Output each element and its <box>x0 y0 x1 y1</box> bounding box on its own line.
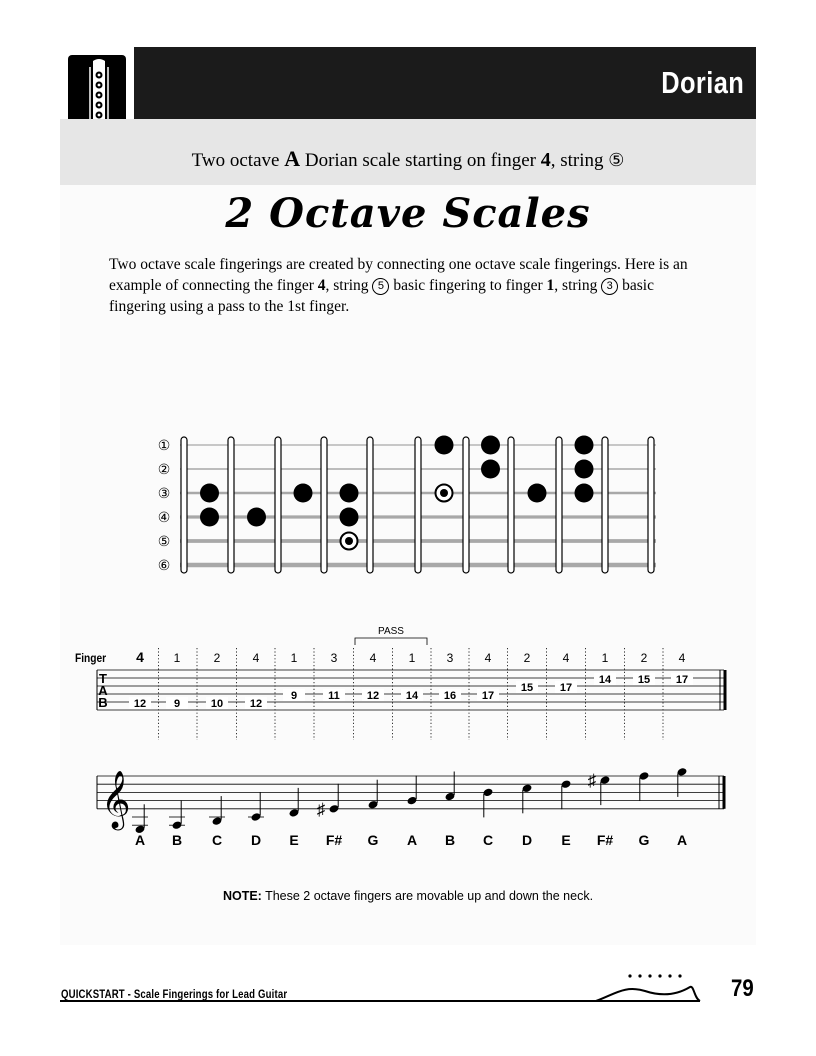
note-name: A <box>406 832 418 848</box>
fret-number: 17 <box>481 690 495 702</box>
note-name: D <box>250 832 262 848</box>
finger-number: 3 <box>446 651 454 665</box>
finger-number: 1 <box>601 651 609 665</box>
string-3-symbol: 3 <box>601 278 618 295</box>
string-symbol: ⑤ <box>608 150 625 171</box>
finger-number: 1 <box>408 651 416 665</box>
string-label: ② <box>157 461 171 477</box>
finger-number: 2 <box>640 651 648 665</box>
finger-number: 4 <box>136 649 144 665</box>
finger-number: 4 <box>678 651 686 665</box>
note-name: G <box>367 832 379 848</box>
string-label: ① <box>157 437 171 453</box>
intro-paragraph: Two octave scale fingerings are created by connecting one octave scale fingerings. Here is an example of connecting the finger 4, string 5 basic fingering to finger 1, string 3 basic fingering using a pass to the 1st finger. <box>109 256 688 315</box>
note-name: C <box>482 832 494 848</box>
note-name: A <box>676 832 688 848</box>
footer-title: QUICKSTART - Scale Fingerings for Lead Guitar <box>61 987 288 1001</box>
finger-number: 1 <box>290 651 298 665</box>
fret-number: 17 <box>559 682 573 694</box>
fret-number: 15 <box>637 674 651 686</box>
fret-number: 11 <box>328 690 340 702</box>
note-name: D <box>521 832 533 848</box>
fret-number: 9 <box>173 698 181 710</box>
section-heading: 2 Octave Scales <box>225 190 591 237</box>
finger-row-label: Finger <box>75 652 107 666</box>
dots-icon <box>628 974 681 977</box>
finger-number: 4 <box>369 651 377 665</box>
finger-number: 4 <box>562 651 570 665</box>
sharp-icon: ♯ <box>587 771 597 791</box>
note-name: B <box>171 832 183 848</box>
note-name: G <box>638 832 650 848</box>
fret-number: 16 <box>443 690 457 702</box>
tab-letter: B <box>98 695 108 710</box>
guitar-curve-icon <box>596 987 700 1001</box>
fret-number: 17 <box>675 674 689 686</box>
pass-label: PASS <box>378 626 404 637</box>
note-name: E <box>289 832 299 848</box>
note-name: C <box>211 832 223 848</box>
finger-number: 1 <box>173 651 181 665</box>
note-name: E <box>561 832 571 848</box>
treble-clef-icon: 𝄞 <box>101 770 131 827</box>
note-name: B <box>444 832 456 848</box>
fret-number: 12 <box>249 698 263 710</box>
note-name: A <box>134 832 146 848</box>
fret-number: 14 <box>598 674 612 686</box>
tab-letter: T <box>99 671 107 686</box>
finger-number: 2 <box>213 651 221 665</box>
string-label: ④ <box>157 509 171 525</box>
tab-letter: A <box>98 683 108 698</box>
string-label: ⑤ <box>157 533 171 549</box>
note-name: F# <box>596 832 614 848</box>
fret-number: 10 <box>210 698 224 710</box>
fret-number: 12 <box>366 690 380 702</box>
string-label: ⑥ <box>157 557 171 573</box>
page-subtitle: Two octave A Dorian scale starting on finger 4, string ⑤ <box>191 146 625 171</box>
note-name: F# <box>325 832 343 848</box>
finger-number: 4 <box>484 651 492 665</box>
string-5-symbol: 5 <box>372 278 389 295</box>
fret-number: 9 <box>290 690 298 702</box>
string-label: ③ <box>157 485 171 501</box>
finger-number: 4 <box>252 651 260 665</box>
fret-number: 12 <box>133 698 147 710</box>
finger-number: 3 <box>330 651 338 665</box>
page-title: Dorian <box>661 65 744 100</box>
fret-number: 15 <box>520 682 534 694</box>
finger-number: 2 <box>523 651 531 665</box>
note-text: NOTE: These 2 octave fingers are movable up and down the neck. <box>222 889 594 903</box>
fret-number: 14 <box>405 690 419 702</box>
page-number: 79 <box>731 975 754 1002</box>
sharp-icon: ♯ <box>316 799 326 819</box>
